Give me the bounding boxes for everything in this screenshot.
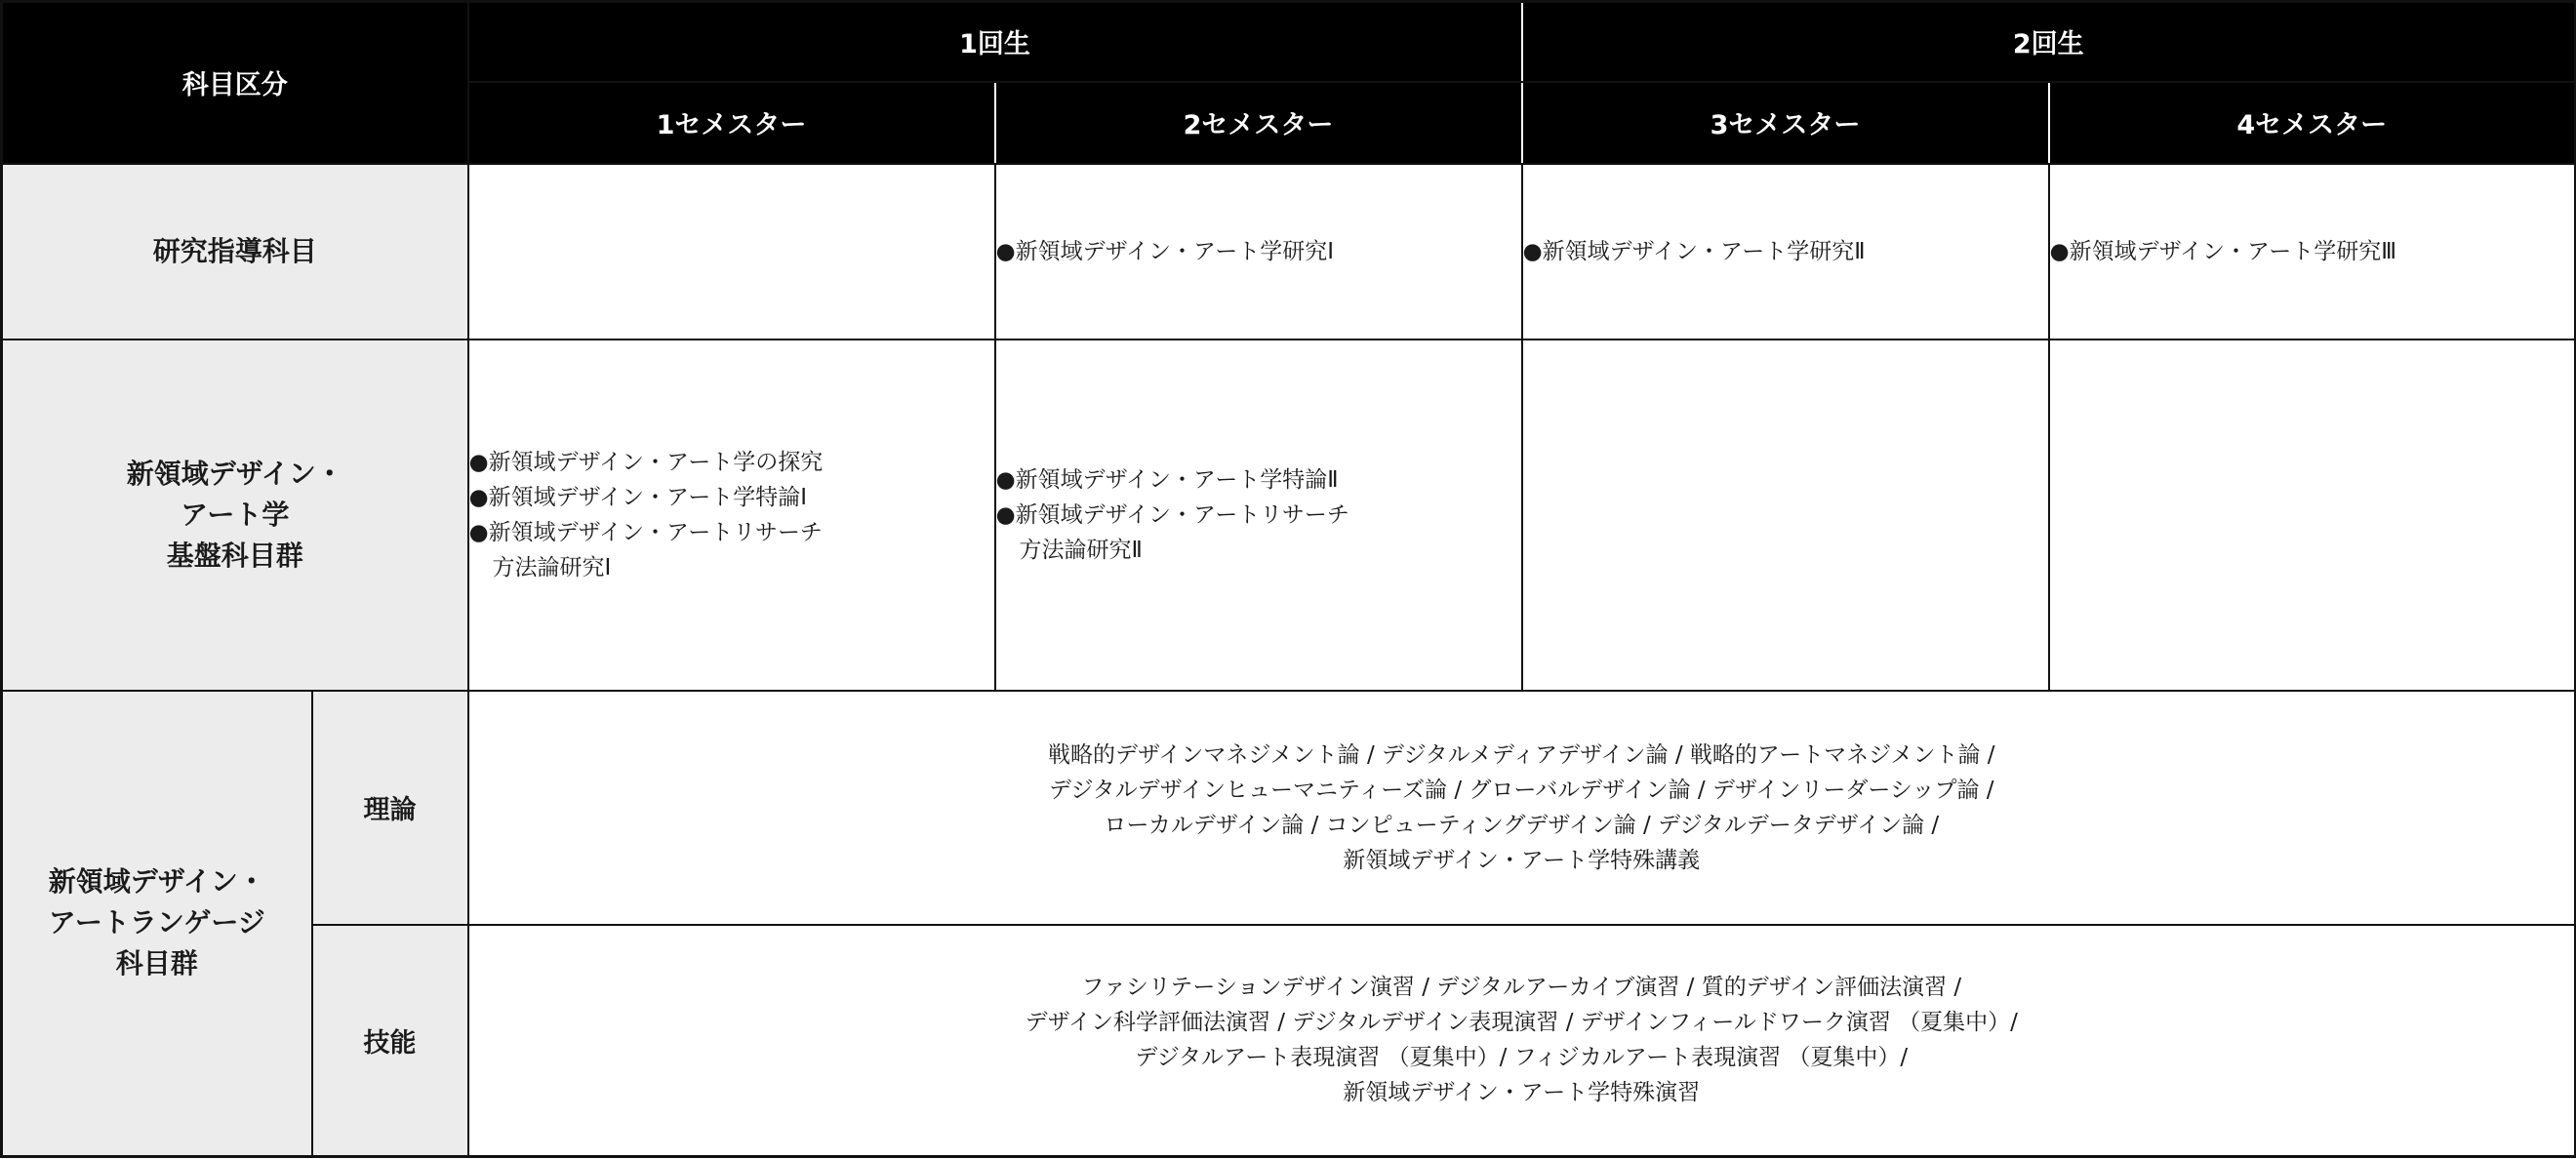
foundation-sem4-cell [2049,340,2576,691]
research-category-label: 研究指導科目 [2,164,468,340]
course-item: ●新領域デザイン・アート学研究Ⅰ [995,238,1335,264]
bullet-icon: ● [1522,238,1543,264]
bullet-icon: ● [995,238,1016,264]
foundation-category-label: 新領域デザイン・ アート学 基盤科目群 [2,340,468,691]
bullet-icon: ● [2049,238,2070,264]
course-item: ●新領域デザイン・アートリサーチ 方法論研究Ⅰ [468,519,823,580]
category-header: 科目区分 [2,2,468,164]
foundation-sem3-cell [1522,340,2049,691]
semester-4-header: 4セメスター [2049,82,2576,164]
course-item: ●新領域デザイン・アート学特論Ⅰ [468,484,808,510]
research-sem3-cell [1522,164,2049,340]
semester-2-header: 2セメスター [995,82,1522,164]
foundation-sem2-cell [995,340,1522,691]
skill-subcategory-label: 技能 [312,925,468,1157]
language-category-label: 新領域デザイン・ アートランゲージ 科目群 [2,691,312,1157]
bullet-icon: ● [468,519,489,545]
research-sem4-cell [2049,164,2576,340]
foundation-sem1-cell [468,340,995,691]
semester-1-header: 1セメスター [468,82,995,164]
semester-3-header: 3セメスター [1522,82,2049,164]
course-item: ●新領域デザイン・アート学の探究 [468,449,824,475]
skill-courses-cell: ファシリテーションデザイン演習 / デジタルアーカイブ演習 / 質的デザイン評価法演習 / デザイン科学評価法演習 / デジタルデザイン表現演習 / デザインフィールドワーク演習 （夏集中）/ デジタルアート表現演習 （夏集中）/ フィジカルアート表現演習 （夏集中）/ 新領域デザイン・アート学特殊演習 [468,925,2576,1157]
bullet-icon: ● [468,449,489,475]
course-item: ●新領域デザイン・アートリサーチ 方法論研究Ⅱ [995,501,1349,563]
bullet-icon: ● [468,484,489,510]
year-1-header: 1回生 [468,2,1522,82]
bullet-icon: ● [995,466,1016,493]
research-sem1-cell [468,164,995,340]
course-item: ●新領域デザイン・アート学研究Ⅲ [2049,238,2397,264]
year-2-header: 2回生 [1522,2,2576,82]
course-item: ●新領域デザイン・アート学研究Ⅱ [1522,238,1866,264]
theory-subcategory-label: 理論 [312,691,468,925]
course-item: ●新領域デザイン・アート学特論Ⅱ [995,466,1339,493]
theory-courses-cell: 戦略的デザインマネジメント論 / デジタルメディアデザイン論 / 戦略的アートマネジメント論 / デジタルデザインヒューマニティーズ論 / グローバルデザイン論 / デザインリーダーシップ論 / ローカルデザイン論 / コンピューティングデザイン論 / デジタルデータデザイン論 / 新領域デザイン・アート学特殊講義 [468,691,2576,925]
research-sem2-cell [995,164,1522,340]
bullet-icon: ● [995,501,1016,528]
